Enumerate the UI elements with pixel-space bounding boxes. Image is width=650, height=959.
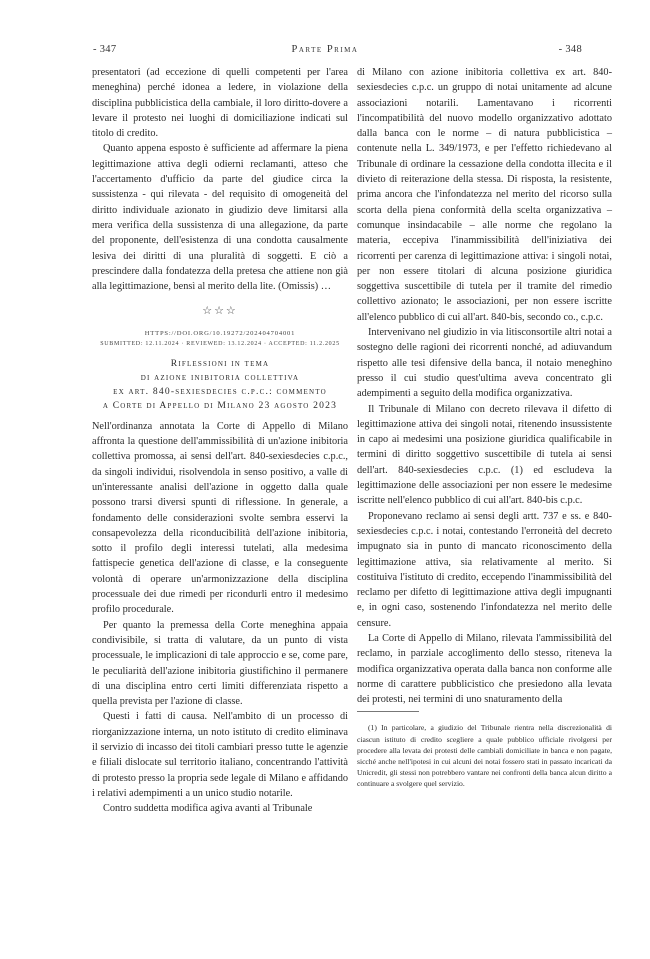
running-header-section: Parte Prima [291, 44, 359, 55]
paragraph: Per quanto la premessa della Corte meneghina appaia condivisibile, si tratta di valutare, da un punto di vista processuale, le implicazioni di tale approccio e se, come pare, le peculiarità dell'azione inibitoria giustifichino il permanere di una disciplina entro certi limiti differenziata rispetto a quella prevista per l'azione di classe. [92, 619, 348, 708]
paragraph: Intervenivano nel giudizio in via litisconsortile altri notai a sostegno delle ragioni dei ricorrenti nonché, ad adiuvandum rispetto alle tesi difensive della banca, il notaio meneghino presso il cui studio quest'ultima aveva concentrato gli adempimenti a seguito della modifica organizzativa. [357, 327, 612, 400]
article-title-line: ex art. 840-sexiesdecies c.p.c.: commento [113, 385, 327, 397]
article-title [92, 357, 348, 413]
article-title-line: a Corte di Appello di Milano 23 agosto 2023 [102, 399, 338, 411]
section-divider-stars: ☆☆☆ [202, 305, 238, 318]
paragraph: di Milano con azione inibitoria collettiva ex art. 840-sexiesdecies c.p.c. un gruppo di notai unitamente ad alcune associazioni notarili. Lamentavano i ricorrenti l'incompatibilità del nuovo modello organizzativo adottato dalla banca con le norme – di natura pubblicistica – contenute nella L. 349/1973, e per l'effetto richiedevano al Tribunale di ordinare la cessazione della condotta illecita e il divieto di reiterazione della stessa. Di risposta, la resistente, prima ancora che l'infondatezza nel merito del ricorso sulla scorta della piena conformità della scelta organizzativa – comunque insindacabile – alle norme che regolano la materia, eccepiva l'inammissibilità dell'iniziativa dei ricorrenti per carenza di legittimazione attiva: i singoli notai, per non essere titolari di alcuna posizione giuridica soggettiva suscettibile di tutela per il tramite del rimedio collettivo azionato; le associazioni, per non essere iscritte all'elenco pubblico di cui all'art. 840-bis, secondo co., c.p.c. [357, 67, 612, 323]
footnote-separator [357, 711, 419, 712]
paragraph: Questi i fatti di causa. Nell'ambito di un processo di riorganizzazione interna, un noto istituto di credito eliminava il servizio di incasso dei titoli cambiari presso tutte le agenzie e filiali dislocate sul territorio italiano, concentrando l'attività di protesto presso la propria sede legale di Milano e affidando i relativi adempimenti a un unico studio notarile. [92, 711, 348, 799]
paragraph: Nell'ordinanza annotata la Corte di Appello di Milano affronta la questione dell'ammissibilità di un'azione inibitoria collettiva promossa, ai sensi dell'art. 840-sexiesdecies c.p.c., da singoli individui, risolvendola in senso positivo, a valle di un'interessante analisi dell'azione in oggetto dalla quale possono trarsi diversi spunti di riflessione. In generale, a fondamento delle considerazioni svolte sembra esservi la consapevolezza della riconducibilità dell'azione inibitoria, sotto il profilo degli interessi tutelati, alla medesima fattispecie genetica dell'azione di classe, e la conseguente volontà di operare un'armonizzazione della disciplina processuale dei due rimedi per ricondurli entro il medesimo profilo procedurale. [92, 420, 348, 616]
article-title-line: di azione inibitoria collettiva [140, 371, 300, 383]
right-column [357, 65, 612, 790]
submission-dates: SUBMITTED: 12.11.2024 · REVIEWED: 13.12.2024 · ACCEPTED: 11.2.2025 [100, 340, 340, 347]
doi-link[interactable]: HTTPS://DOI.ORG/10.19272/202404704001 [144, 329, 296, 337]
page-number-right: - 348 [558, 44, 582, 55]
article-title-line: Riflessioni in tema [170, 357, 270, 369]
left-column [92, 65, 348, 816]
paragraph: Contro suddetta modifica agiva avanti al Tribunale [103, 803, 313, 815]
paragraph: presentatori (ad eccezione di quelli competenti per l'area meneghina) perché idonea a ledere, in violazione della disciplina pubblicistica della cambiale, il loro diritto-dovere a levare il protesto nei luoghi di domiciliazione indicati sul titolo di credito. [92, 67, 348, 140]
paragraph: Proponevano reclamo ai sensi degli artt. 737 e ss. e 840-sexiesdecies c.p.c. i notai, contestando l'erroneità del decreto impugnato sia in punto di mancato riconoscimento della legittimazione attiva, sia relativamente al merito. Si costituiva l'istituto di credito, eccependo l'inammissibilità del reclamo per difetto di legittimazione attiva degli impugnanti e, in ogni caso, sostenendo l'infondatezza nel merito delle censure. [357, 510, 612, 629]
footnote [357, 722, 612, 789]
paragraph: La Corte di Appello di Milano, rilevata l'ammissibilità del reclamo, in parziale accoglimento dello stesso, riteneva la modifica organizzativa operata dalla banca non conforme alle norme di carattere pubblicistico che presiedono alla levata dei protesti, nei termini di uno snaturamento della [357, 632, 612, 706]
footnote-text: (1) In particolare, a giudizio del Tribunale rientra nella discrezionalità di ciascun istituto di credito scegliere a quale pubblico ufficiale rivolgersi per procedere alla levata dei protesti delle cambiali domiciliate in banca e non pagate, sicché anche nell'ipotesi in cui alcuni dei notai fossero stati in passato incaricati da Unicredit, gli stessi non potrebbero vantare nei confronti della banca alcun diritto a continuare a svolgere quel servizio. [357, 723, 612, 789]
paragraph: Il Tribunale di Milano con decreto rilevava il difetto di legittimazione attiva dei singoli notai, ritenendo insussistente in capo ai medesimi una posizione giuridica qualificabile in termini di diritto soggettivo suscettibile di tutela ai sensi dell'art. 840-sexiesdecies c.p.c. (1) ed escludeva la legittimazione delle associazioni per non essere le medesime iscritte nell'elenco pubblico di cui all'art. 840-bis c.p.c. [357, 403, 612, 507]
page-number-left: - 347 [93, 44, 117, 55]
paragraph: Quanto appena esposto è sufficiente ad affermare la piena legittimazione attiva degli odierni reclamanti, atteso che l'accertamento d'ufficio da parte del giudice circa la sussistenza - qui rilevata - del requisito di omogeneità del diritto individuale azionato in giudizio deve limitarsi alla mera verifica della sussistenza di una allegazione, da parte del proponente, dell'esistenza di una condotta causalmente lesiva dei diritti di una pluralità di soggetti. E ciò a prescindere dalla fondatezza della pretesa che attiene non già alla legittimazione, bensì al merito della lite. (Omissis) … [92, 143, 348, 293]
